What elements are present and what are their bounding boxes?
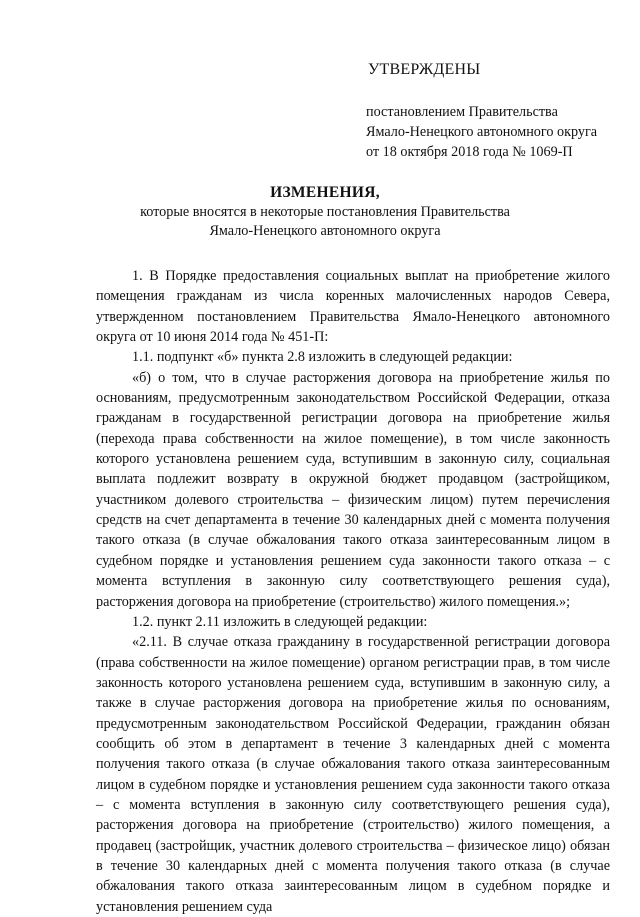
paragraph-1: 1. В Порядке предоставления социальных выплат на приобретение жилого помещения гражданам из числа коренных малочисленных народов Севера, утвержденном постановлением Правительства Ямало-Ненецкого автономного округа от 10 июня 2014 года № 451-П:	[96, 268, 610, 346]
approval-block	[366, 60, 626, 162]
document-body	[96, 266, 610, 917]
approval-line-2: Ямало-Ненецкого автономного округа	[366, 124, 598, 140]
approval-line-3: от 18 октября 2018 года № 1069-П	[366, 144, 573, 160]
document-title: ИЗМЕНЕНИЯ,	[270, 184, 380, 201]
document-subtitle-line-2: Ямало-Ненецкого автономного округа	[209, 223, 441, 239]
document-subtitle-line-1: которые вносятся в некоторые постановления Правительства	[140, 204, 510, 220]
approval-line-1: постановлением Правительства	[366, 104, 558, 120]
approval-title: УТВЕРЖДЕНЫ	[368, 61, 481, 78]
paragraph-1-2: 1.2. пункт 2.11 изложить в следующей редакции:	[132, 613, 428, 630]
document-heading	[60, 183, 590, 241]
paragraph-1-2-text: «2.11. В случае отказа гражданину в государственной регистрации договора (права собственности на жилое помещение) органом регистрации прав, в том числе законность которого установлена решением суда, вступившим в законную силу, а также в случае расторжения договора на приобретение жилья по основаниям, предусмотренным законодательством Российской Федерации, гражданин обязан сообщить об этом в департамент в течение 3 календарных дней с момента получения такого отказа (в случае обжалования такого отказа заинтересованным лицом в судебном порядке и установления решением суда законности такого отказа – с момента вступления в законную силу соответствующего решения суда), расторжения договора на приобретение (строительство) жилого помещения, а продавец (застройщик, участник долевого строительства – физическое лицо) обязан в течение 30 календарных дней с момента получения такого отказа (в случае обжалования такого отказа заинтересованным лицом в судебном порядке и установления решением суда	[96, 634, 610, 915]
paragraph-1-1-text: «б) о том, что в случае расторжения договора на приобретение жилья по основаниям, предусмотренным законодательством Российской Федерации, отказа гражданам в государственной регистрации договора на приобретение жилья (перехода права собственности на жилое помещение), в том числе законность которого установлена решением суда, вступившим в законную силу, социальная выплата подлежит возврату в окружной бюджет продавцом (застройщиком, участником долевого строительства – физическим лицом) путем перечисления средств на счет департамента в течение 30 календарных дней с момента получения такого отказа (в случае обжалования такого отказа заинтересованным лицом в судебном порядке и установления решением суда законности такого отказа – с момента вступления в законную силу соответствующего решения суда), расторжения договора на приобретение (строительство) жилого помещения.»;	[96, 369, 610, 610]
paragraph-1-1: 1.1. подпункт «б» пункта 2.8 изложить в следующей редакции:	[132, 349, 513, 366]
